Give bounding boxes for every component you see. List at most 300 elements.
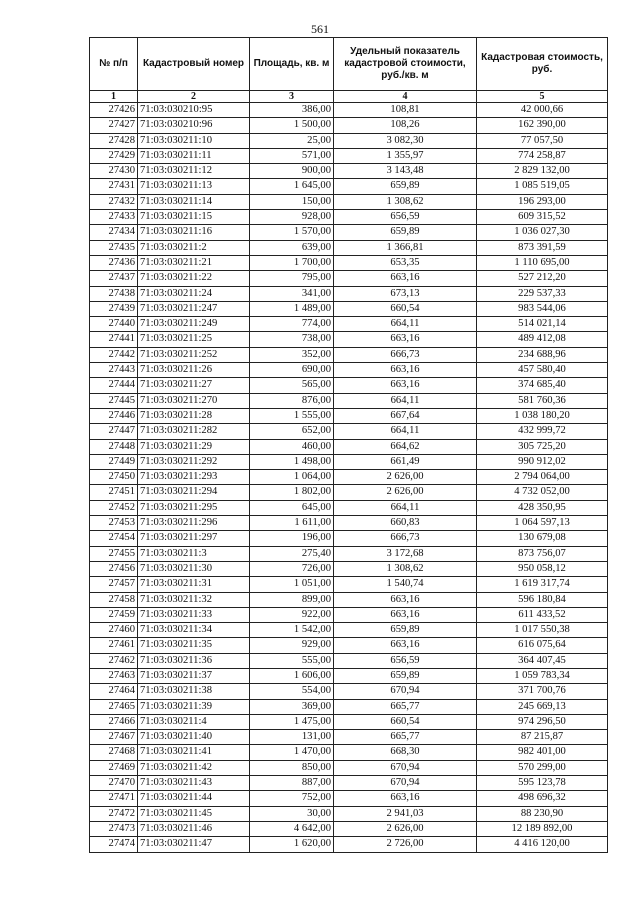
cadastral-value-cell: 489 412,08	[477, 332, 608, 347]
row-number-cell: 27464	[90, 684, 138, 699]
cadastral-number-cell: 71:03:030211:295	[138, 500, 250, 515]
area-cell: 4 642,00	[250, 821, 334, 836]
table-row	[90, 531, 608, 546]
specific-value-cell: 663,16	[334, 791, 477, 806]
table-row	[90, 301, 608, 316]
cadastral-value-cell: 234 688,96	[477, 347, 608, 362]
area-cell: 1 645,00	[250, 179, 334, 194]
cadastral-number-cell: 71:03:030211:37	[138, 668, 250, 683]
table-row	[90, 179, 608, 194]
cadastral-value-cell: 4 416 120,00	[477, 837, 608, 852]
area-cell: 887,00	[250, 776, 334, 791]
table-row	[90, 255, 608, 270]
specific-value-cell: 666,73	[334, 531, 477, 546]
specific-value-cell: 665,77	[334, 730, 477, 745]
header-specific-value: Удельный показатель кадастровой стоимости, руб./кв. м	[334, 38, 477, 91]
area-cell: 1 570,00	[250, 225, 334, 240]
specific-value-cell: 1 540,74	[334, 577, 477, 592]
area-cell: 1 606,00	[250, 668, 334, 683]
area-cell: 900,00	[250, 164, 334, 179]
table-row	[90, 225, 608, 240]
table-header-row	[90, 38, 608, 91]
row-number-cell: 27472	[90, 806, 138, 821]
area-cell: 922,00	[250, 607, 334, 622]
cadastral-number-cell: 71:03:030211:2	[138, 240, 250, 255]
cadastral-number-cell: 71:03:030211:41	[138, 745, 250, 760]
area-cell: 1 802,00	[250, 485, 334, 500]
table-row	[90, 730, 608, 745]
area-cell: 275,40	[250, 546, 334, 561]
area-cell: 690,00	[250, 363, 334, 378]
area-cell: 652,00	[250, 424, 334, 439]
area-cell: 645,00	[250, 500, 334, 515]
cadastral-value-cell: 498 696,32	[477, 791, 608, 806]
specific-value-cell: 663,16	[334, 363, 477, 378]
row-number-cell: 27463	[90, 668, 138, 683]
area-cell: 850,00	[250, 760, 334, 775]
table-row	[90, 470, 608, 485]
table-row	[90, 592, 608, 607]
specific-value-cell: 664,62	[334, 439, 477, 454]
specific-value-cell: 3 172,68	[334, 546, 477, 561]
specific-value-cell: 108,26	[334, 118, 477, 133]
specific-value-cell: 663,16	[334, 592, 477, 607]
cadastral-number-cell: 71:03:030211:32	[138, 592, 250, 607]
row-number-cell: 27453	[90, 516, 138, 531]
cadastral-value-cell: 527 212,20	[477, 271, 608, 286]
row-number-cell: 27432	[90, 194, 138, 209]
cadastral-value-cell: 364 407,45	[477, 653, 608, 668]
cadastral-value-cell: 990 912,02	[477, 454, 608, 469]
specific-value-cell: 656,59	[334, 653, 477, 668]
specific-value-cell: 667,64	[334, 408, 477, 423]
row-number-cell: 27436	[90, 255, 138, 270]
column-number: 4	[334, 91, 477, 103]
row-number-cell: 27437	[90, 271, 138, 286]
row-number-cell: 27458	[90, 592, 138, 607]
row-number-cell: 27474	[90, 837, 138, 852]
row-number-cell: 27430	[90, 164, 138, 179]
area-cell: 565,00	[250, 378, 334, 393]
table-row	[90, 454, 608, 469]
row-number-cell: 27427	[90, 118, 138, 133]
cadastral-value-cell: 77 057,50	[477, 133, 608, 148]
area-cell: 1 500,00	[250, 118, 334, 133]
table-body	[90, 103, 608, 853]
table-row	[90, 271, 608, 286]
table-row	[90, 439, 608, 454]
area-cell: 1 498,00	[250, 454, 334, 469]
cadastral-number-cell: 71:03:030211:25	[138, 332, 250, 347]
cadastral-number-cell: 71:03:030211:3	[138, 546, 250, 561]
cadastral-value-cell: 595 123,78	[477, 776, 608, 791]
area-cell: 928,00	[250, 210, 334, 225]
table-row	[90, 424, 608, 439]
table-row	[90, 393, 608, 408]
cadastral-value-cell: 432 999,72	[477, 424, 608, 439]
row-number-cell: 27433	[90, 210, 138, 225]
specific-value-cell: 670,94	[334, 776, 477, 791]
specific-value-cell: 663,16	[334, 271, 477, 286]
specific-value-cell: 664,11	[334, 424, 477, 439]
cadastral-value-cell: 873 756,07	[477, 546, 608, 561]
table-row	[90, 745, 608, 760]
specific-value-cell: 673,13	[334, 286, 477, 301]
area-cell: 1 542,00	[250, 623, 334, 638]
row-number-cell: 27465	[90, 699, 138, 714]
cadastral-number-cell: 71:03:030211:28	[138, 408, 250, 423]
table-row	[90, 837, 608, 852]
specific-value-cell: 659,89	[334, 623, 477, 638]
column-number-row	[90, 91, 608, 103]
table-row	[90, 653, 608, 668]
cadastral-number-cell: 71:03:030211:297	[138, 531, 250, 546]
cadastral-number-cell: 71:03:030211:30	[138, 561, 250, 576]
table-row	[90, 607, 608, 622]
cadastral-value-cell: 1 085 519,05	[477, 179, 608, 194]
cadastral-number-cell: 71:03:030211:252	[138, 347, 250, 362]
specific-value-cell: 664,11	[334, 393, 477, 408]
specific-value-cell: 670,94	[334, 684, 477, 699]
cadastral-value-cell: 982 401,00	[477, 745, 608, 760]
area-cell: 571,00	[250, 148, 334, 163]
table-row	[90, 317, 608, 332]
table-row	[90, 577, 608, 592]
row-number-cell: 27452	[90, 500, 138, 515]
table-row	[90, 286, 608, 301]
cadastral-value-cell: 457 580,40	[477, 363, 608, 378]
area-cell: 795,00	[250, 271, 334, 286]
column-number: 1	[90, 91, 138, 103]
specific-value-cell: 663,16	[334, 638, 477, 653]
area-cell: 369,00	[250, 699, 334, 714]
area-cell: 352,00	[250, 347, 334, 362]
table-row	[90, 776, 608, 791]
area-cell: 386,00	[250, 103, 334, 118]
table-row	[90, 791, 608, 806]
cadastral-number-cell: 71:03:030211:247	[138, 301, 250, 316]
cadastral-value-cell: 950 058,12	[477, 561, 608, 576]
cadastral-value-cell: 774 258,87	[477, 148, 608, 163]
specific-value-cell: 1 308,62	[334, 561, 477, 576]
specific-value-cell: 656,59	[334, 210, 477, 225]
table-row	[90, 347, 608, 362]
cadastral-number-cell: 71:03:030211:27	[138, 378, 250, 393]
table-row	[90, 118, 608, 133]
cadastral-number-cell: 71:03:030211:15	[138, 210, 250, 225]
row-number-cell: 27459	[90, 607, 138, 622]
row-number-cell: 27460	[90, 623, 138, 638]
area-cell: 30,00	[250, 806, 334, 821]
row-number-cell: 27450	[90, 470, 138, 485]
table-row	[90, 332, 608, 347]
area-cell: 341,00	[250, 286, 334, 301]
cadastral-number-cell: 71:03:030211:43	[138, 776, 250, 791]
row-number-cell: 27449	[90, 454, 138, 469]
table-row	[90, 210, 608, 225]
specific-value-cell: 660,54	[334, 301, 477, 316]
table-row	[90, 378, 608, 393]
specific-value-cell: 2 941,03	[334, 806, 477, 821]
header-cadastral-value: Кадастровая стоимость, руб.	[477, 38, 608, 91]
specific-value-cell: 664,11	[334, 500, 477, 515]
specific-value-cell: 659,89	[334, 179, 477, 194]
table-row	[90, 408, 608, 423]
cadastral-value-cell: 1 036 027,30	[477, 225, 608, 240]
row-number-cell: 27448	[90, 439, 138, 454]
cadastral-number-cell: 71:03:030211:40	[138, 730, 250, 745]
cadastral-value-cell: 609 315,52	[477, 210, 608, 225]
table-row	[90, 148, 608, 163]
cadastral-number-cell: 71:03:030211:293	[138, 470, 250, 485]
cadastral-value-cell: 974 296,50	[477, 714, 608, 729]
cadastral-number-cell: 71:03:030211:35	[138, 638, 250, 653]
area-cell: 639,00	[250, 240, 334, 255]
table-row	[90, 684, 608, 699]
row-number-cell: 27473	[90, 821, 138, 836]
specific-value-cell: 659,89	[334, 225, 477, 240]
specific-value-cell: 3 143,48	[334, 164, 477, 179]
area-cell: 150,00	[250, 194, 334, 209]
area-cell: 131,00	[250, 730, 334, 745]
row-number-cell: 27468	[90, 745, 138, 760]
cadastral-number-cell: 71:03:030211:47	[138, 837, 250, 852]
specific-value-cell: 2 626,00	[334, 821, 477, 836]
row-number-cell: 27429	[90, 148, 138, 163]
specific-value-cell: 666,73	[334, 347, 477, 362]
row-number-cell: 27444	[90, 378, 138, 393]
row-number-cell: 27471	[90, 791, 138, 806]
table-row	[90, 714, 608, 729]
row-number-cell: 27462	[90, 653, 138, 668]
row-number-cell: 27445	[90, 393, 138, 408]
cadastral-number-cell: 71:03:030211:24	[138, 286, 250, 301]
cadastral-value-cell: 983 544,06	[477, 301, 608, 316]
area-cell: 899,00	[250, 592, 334, 607]
table-row	[90, 516, 608, 531]
table-row	[90, 699, 608, 714]
cadastral-value-cell: 196 293,00	[477, 194, 608, 209]
cadastral-number-cell: 71:03:030211:29	[138, 439, 250, 454]
area-cell: 555,00	[250, 653, 334, 668]
specific-value-cell: 660,54	[334, 714, 477, 729]
area-cell: 1 475,00	[250, 714, 334, 729]
cadastral-value-cell: 1 059 783,34	[477, 668, 608, 683]
table-row	[90, 806, 608, 821]
row-number-cell: 27431	[90, 179, 138, 194]
cadastral-number-cell: 71:03:030211:296	[138, 516, 250, 531]
table-row	[90, 240, 608, 255]
row-number-cell: 27470	[90, 776, 138, 791]
row-number-cell: 27454	[90, 531, 138, 546]
cadastral-value-cell: 245 669,13	[477, 699, 608, 714]
table-row	[90, 821, 608, 836]
specific-value-cell: 1 366,81	[334, 240, 477, 255]
table-row	[90, 500, 608, 515]
cadastral-number-cell: 71:03:030211:12	[138, 164, 250, 179]
row-number-cell: 27469	[90, 760, 138, 775]
specific-value-cell: 1 308,62	[334, 194, 477, 209]
cadastral-value-cell: 42 000,66	[477, 103, 608, 118]
cadastral-value-cell: 88 230,90	[477, 806, 608, 821]
row-number-cell: 27441	[90, 332, 138, 347]
cadastral-number-cell: 71:03:030211:45	[138, 806, 250, 821]
cadastral-value-cell: 130 679,08	[477, 531, 608, 546]
cadastral-number-cell: 71:03:030211:4	[138, 714, 250, 729]
cadastral-value-cell: 2 829 132,00	[477, 164, 608, 179]
area-cell: 929,00	[250, 638, 334, 653]
cadastral-value-cell: 1 038 180,20	[477, 408, 608, 423]
header-area: Площадь, кв. м	[250, 38, 334, 91]
cadastral-value-cell: 873 391,59	[477, 240, 608, 255]
cadastral-value-cell: 12 189 892,00	[477, 821, 608, 836]
row-number-cell: 27426	[90, 103, 138, 118]
cadastral-number-cell: 71:03:030211:294	[138, 485, 250, 500]
cadastral-value-cell: 1 064 597,13	[477, 516, 608, 531]
column-number: 2	[138, 91, 250, 103]
cadastral-number-cell: 71:03:030211:292	[138, 454, 250, 469]
cadastral-number-cell: 71:03:030211:39	[138, 699, 250, 714]
area-cell: 774,00	[250, 317, 334, 332]
row-number-cell: 27443	[90, 363, 138, 378]
specific-value-cell: 659,89	[334, 668, 477, 683]
area-cell: 554,00	[250, 684, 334, 699]
cadastral-value-cell: 428 350,95	[477, 500, 608, 515]
area-cell: 738,00	[250, 332, 334, 347]
cadastral-number-cell: 71:03:030211:26	[138, 363, 250, 378]
table-row	[90, 561, 608, 576]
specific-value-cell: 665,77	[334, 699, 477, 714]
area-cell: 1 700,00	[250, 255, 334, 270]
cadastral-value-cell: 4 732 052,00	[477, 485, 608, 500]
header-row-number: № п/п	[90, 38, 138, 91]
specific-value-cell: 668,30	[334, 745, 477, 760]
table-row	[90, 485, 608, 500]
page-number: 561	[311, 22, 329, 36]
table-row	[90, 164, 608, 179]
row-number-cell: 27434	[90, 225, 138, 240]
specific-value-cell: 2 626,00	[334, 485, 477, 500]
cadastral-value-cell: 1 110 695,00	[477, 255, 608, 270]
cadastral-number-cell: 71:03:030210:96	[138, 118, 250, 133]
cadastral-number-cell: 71:03:030211:11	[138, 148, 250, 163]
row-number-cell: 27447	[90, 424, 138, 439]
table-row	[90, 668, 608, 683]
row-number-cell: 27451	[90, 485, 138, 500]
row-number-cell: 27456	[90, 561, 138, 576]
cadastral-value-cell: 2 794 064,00	[477, 470, 608, 485]
column-number: 5	[477, 91, 608, 103]
row-number-cell: 27438	[90, 286, 138, 301]
table-row	[90, 194, 608, 209]
cadastral-value-cell: 87 215,87	[477, 730, 608, 745]
area-cell: 1 555,00	[250, 408, 334, 423]
cadastral-value-table	[89, 37, 608, 853]
area-cell: 1 470,00	[250, 745, 334, 760]
cadastral-number-cell: 71:03:030211:31	[138, 577, 250, 592]
specific-value-cell: 663,16	[334, 607, 477, 622]
cadastral-number-cell: 71:03:030211:42	[138, 760, 250, 775]
area-cell: 876,00	[250, 393, 334, 408]
header-cadastral-number: Кадастровый номер	[138, 38, 250, 91]
cadastral-number-cell: 71:03:030211:36	[138, 653, 250, 668]
cadastral-number-cell: 71:03:030211:270	[138, 393, 250, 408]
area-cell: 196,00	[250, 531, 334, 546]
specific-value-cell: 660,83	[334, 516, 477, 531]
cadastral-value-cell: 305 725,20	[477, 439, 608, 454]
cadastral-number-cell: 71:03:030211:249	[138, 317, 250, 332]
cadastral-number-cell: 71:03:030211:10	[138, 133, 250, 148]
specific-value-cell: 670,94	[334, 760, 477, 775]
table-row	[90, 638, 608, 653]
area-cell: 25,00	[250, 133, 334, 148]
row-number-cell: 27457	[90, 577, 138, 592]
cadastral-value-cell: 570 299,00	[477, 760, 608, 775]
cadastral-value-cell: 1 619 317,74	[477, 577, 608, 592]
specific-value-cell: 2 726,00	[334, 837, 477, 852]
cadastral-number-cell: 71:03:030211:13	[138, 179, 250, 194]
specific-value-cell: 1 355,97	[334, 148, 477, 163]
area-cell: 1 064,00	[250, 470, 334, 485]
cadastral-number-cell: 71:03:030210:95	[138, 103, 250, 118]
specific-value-cell: 108,81	[334, 103, 477, 118]
area-cell: 1 051,00	[250, 577, 334, 592]
row-number-cell: 27466	[90, 714, 138, 729]
cadastral-number-cell: 71:03:030211:44	[138, 791, 250, 806]
row-number-cell: 27461	[90, 638, 138, 653]
cadastral-value-cell: 616 075,64	[477, 638, 608, 653]
row-number-cell: 27455	[90, 546, 138, 561]
cadastral-number-cell: 71:03:030211:282	[138, 424, 250, 439]
area-cell: 752,00	[250, 791, 334, 806]
row-number-cell: 27439	[90, 301, 138, 316]
cadastral-number-cell: 71:03:030211:33	[138, 607, 250, 622]
cadastral-number-cell: 71:03:030211:21	[138, 255, 250, 270]
table-row	[90, 623, 608, 638]
specific-value-cell: 3 082,30	[334, 133, 477, 148]
area-cell: 1 489,00	[250, 301, 334, 316]
cadastral-number-cell: 71:03:030211:38	[138, 684, 250, 699]
cadastral-value-cell: 581 760,36	[477, 393, 608, 408]
row-number-cell: 27435	[90, 240, 138, 255]
cadastral-value-cell: 514 021,14	[477, 317, 608, 332]
area-cell: 460,00	[250, 439, 334, 454]
cadastral-value-cell: 374 685,40	[477, 378, 608, 393]
row-number-cell: 27428	[90, 133, 138, 148]
area-cell: 1 620,00	[250, 837, 334, 852]
row-number-cell: 27442	[90, 347, 138, 362]
cadastral-number-cell: 71:03:030211:46	[138, 821, 250, 836]
specific-value-cell: 663,16	[334, 378, 477, 393]
column-number: 3	[250, 91, 334, 103]
row-number-cell: 27446	[90, 408, 138, 423]
area-cell: 726,00	[250, 561, 334, 576]
cadastral-value-cell: 596 180,84	[477, 592, 608, 607]
cadastral-number-cell: 71:03:030211:34	[138, 623, 250, 638]
cadastral-number-cell: 71:03:030211:14	[138, 194, 250, 209]
table-row	[90, 760, 608, 775]
specific-value-cell: 663,16	[334, 332, 477, 347]
cadastral-number-cell: 71:03:030211:16	[138, 225, 250, 240]
cadastral-value-cell: 371 700,76	[477, 684, 608, 699]
table-row	[90, 103, 608, 118]
cadastral-value-cell: 229 537,33	[477, 286, 608, 301]
specific-value-cell: 653,35	[334, 255, 477, 270]
table-row	[90, 546, 608, 561]
area-cell: 1 611,00	[250, 516, 334, 531]
cadastral-value-cell: 1 017 550,38	[477, 623, 608, 638]
cadastral-number-cell: 71:03:030211:22	[138, 271, 250, 286]
